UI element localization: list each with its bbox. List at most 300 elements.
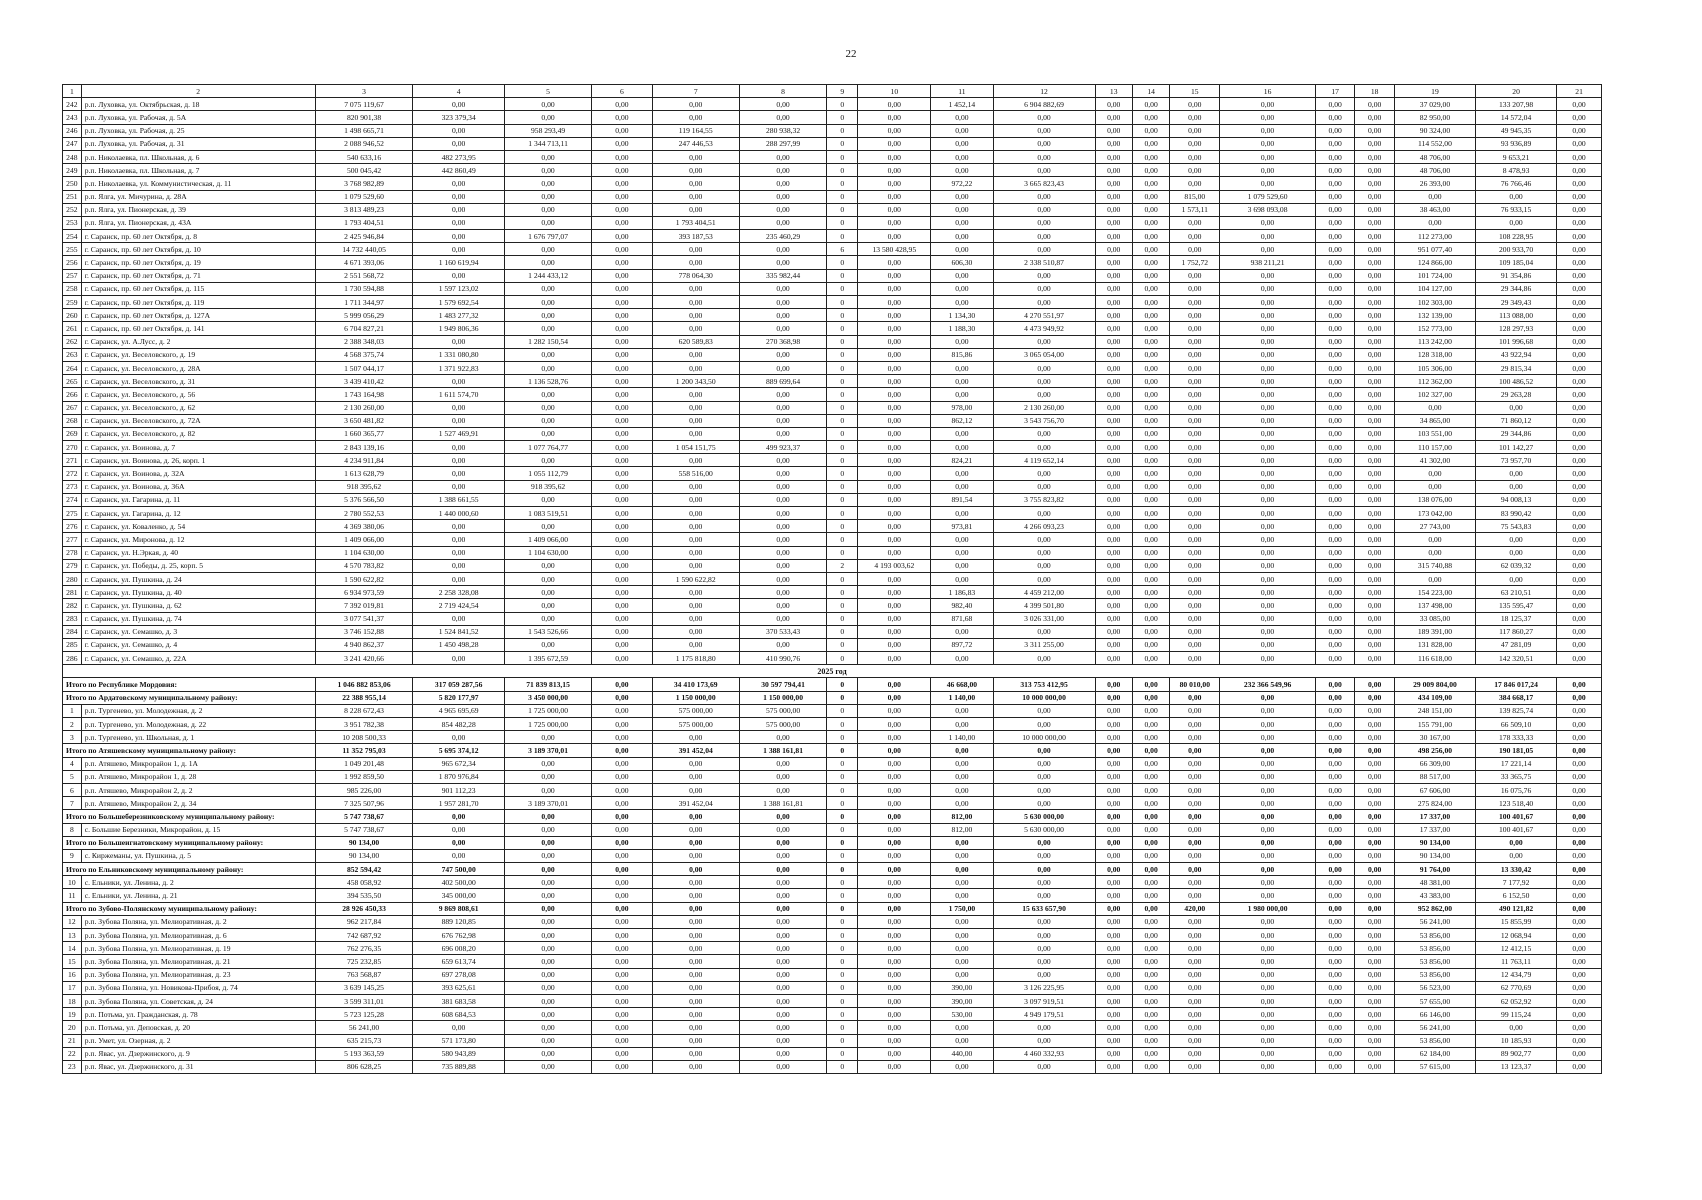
value-cell: 14 732 440,05 (315, 243, 413, 256)
total-value-cell: 0,00 (1315, 678, 1355, 691)
value-cell: 0,00 (1095, 572, 1132, 585)
value-cell: 0,00 (993, 955, 1095, 968)
value-cell: 0,00 (1355, 493, 1395, 506)
value-cell: 2 551 568,72 (315, 269, 413, 282)
total-value-cell: 747 500,00 (413, 863, 505, 876)
value-cell: 0,00 (592, 599, 652, 612)
value-cell: 0,00 (1170, 493, 1220, 506)
value-cell: 0,00 (652, 1047, 739, 1060)
total-value-cell: 11 352 795,03 (315, 744, 413, 757)
value-cell: 0,00 (993, 942, 1095, 955)
total-value-cell: 0 (827, 810, 858, 823)
value-cell: 0,00 (1355, 269, 1395, 282)
value-cell: 0,00 (1132, 1060, 1169, 1073)
column-header-13: 13 (1095, 85, 1132, 98)
value-cell: 246 (63, 124, 82, 137)
value-cell: 0,00 (1095, 599, 1132, 612)
total-value-cell: 0,00 (504, 863, 591, 876)
value-cell: 0,00 (1132, 849, 1169, 862)
value-cell: 7 392 019,81 (315, 599, 413, 612)
value-cell: 89 902,77 (1476, 1047, 1557, 1060)
value-cell: 0,00 (652, 296, 739, 309)
value-cell: 0,00 (1220, 757, 1316, 770)
table-row (63, 718, 1602, 731)
address-cell: р.п. Зубова Поляна, ул. Новикова-Прибоя, д. 74 (81, 981, 315, 994)
value-cell: 53 856,00 (1394, 1034, 1475, 1047)
value-cell: 0,00 (1355, 1021, 1395, 1034)
value-cell: 1 543 526,66 (504, 625, 591, 638)
value-cell: 0,00 (1476, 467, 1557, 480)
table-row (63, 216, 1602, 229)
value-cell: 0,00 (739, 164, 826, 177)
value-cell: 889 699,64 (739, 375, 826, 388)
value-cell: 0,00 (1355, 546, 1395, 559)
value-cell: 0,00 (1557, 638, 1602, 651)
value-cell: 0,00 (858, 929, 931, 942)
value-cell: 56 241,00 (315, 1021, 413, 1034)
value-cell: 0,00 (739, 256, 826, 269)
value-cell: 0,00 (1095, 612, 1132, 625)
value-cell: 0,00 (1557, 823, 1602, 836)
value-cell: 0,00 (1095, 718, 1132, 731)
value-cell: 985 226,00 (315, 783, 413, 796)
value-cell: 0,00 (592, 230, 652, 243)
value-cell: 0,00 (504, 177, 591, 190)
table-row (63, 467, 1602, 480)
value-cell: 248 151,00 (1394, 704, 1475, 717)
value-cell: 335 982,44 (739, 269, 826, 282)
value-cell: 0,00 (1095, 915, 1132, 928)
value-cell: 0,00 (1170, 296, 1220, 309)
value-cell: 0,00 (858, 533, 931, 546)
value-cell: 6 934 973,59 (315, 586, 413, 599)
value-cell: 0,00 (993, 375, 1095, 388)
address-cell: р.п. Тургенево, ул. Школьная, д. 1 (81, 731, 315, 744)
table-row (63, 322, 1602, 335)
value-cell: 0,00 (739, 572, 826, 585)
value-cell: 11 763,11 (1476, 955, 1557, 968)
value-cell: 0,00 (1557, 520, 1602, 533)
value-cell: 0,00 (1557, 243, 1602, 256)
value-cell: 270 368,98 (739, 335, 826, 348)
value-cell: 249 (63, 164, 82, 177)
value-cell: 8 (63, 823, 82, 836)
value-cell: 0,00 (931, 652, 993, 665)
value-cell: 0,00 (592, 823, 652, 836)
value-cell: 0,00 (1132, 533, 1169, 546)
value-cell: 0,00 (504, 849, 591, 862)
value-cell: 154 223,00 (1394, 586, 1475, 599)
value-cell: 53 856,00 (1394, 955, 1475, 968)
value-cell: 0,00 (858, 572, 931, 585)
value-cell: 0,00 (652, 177, 739, 190)
value-cell: 0,00 (504, 309, 591, 322)
total-value-cell: 3 189 370,01 (504, 744, 591, 757)
value-cell: 243 (63, 111, 82, 124)
value-cell: 0,00 (592, 783, 652, 796)
value-cell: 268 (63, 414, 82, 427)
value-cell: 0,00 (739, 361, 826, 374)
value-cell: 0,00 (1557, 968, 1602, 981)
value-cell: 105 306,00 (1394, 361, 1475, 374)
value-cell: 0,00 (592, 124, 652, 137)
address-cell: г. Саранск, ул. Воинова, д. 26, корп. 1 (81, 454, 315, 467)
value-cell: 0,00 (1132, 572, 1169, 585)
value-cell: 0,00 (1557, 955, 1602, 968)
total-value-cell: 0,00 (1132, 691, 1169, 704)
value-cell: 3 026 331,00 (993, 612, 1095, 625)
value-cell: 0,00 (931, 915, 993, 928)
value-cell: 4 940 862,37 (315, 638, 413, 651)
value-cell: 0,00 (1095, 335, 1132, 348)
value-cell: 0,00 (1220, 216, 1316, 229)
column-header-11: 11 (931, 85, 993, 98)
value-cell: 0 (827, 414, 858, 427)
value-cell: 0,00 (1132, 216, 1169, 229)
total-value-cell: 0,00 (858, 678, 931, 691)
table-row (63, 994, 1602, 1007)
value-cell: 0,00 (858, 216, 931, 229)
address-cell: г. Саранск, ул. Веселовского, д. 31 (81, 375, 315, 388)
value-cell: 0,00 (1220, 164, 1316, 177)
value-cell: 4 119 652,14 (993, 454, 1095, 467)
value-cell: 0,00 (1132, 797, 1169, 810)
value-cell: 0,00 (1220, 942, 1316, 955)
value-cell: 104 127,00 (1394, 282, 1475, 295)
address-cell: р.п. Николаевка, пл. Школьная, д. 7 (81, 164, 315, 177)
total-value-cell: 0,00 (1095, 836, 1132, 849)
value-cell: 0,00 (1557, 1008, 1602, 1021)
value-cell: 27 743,00 (1394, 520, 1475, 533)
value-cell: 139 825,74 (1476, 704, 1557, 717)
value-cell: 110 157,00 (1394, 441, 1475, 454)
value-cell: 0,00 (1315, 269, 1355, 282)
value-cell: 0 (827, 586, 858, 599)
value-cell: 0,00 (592, 282, 652, 295)
value-cell: 137 498,00 (1394, 599, 1475, 612)
value-cell: 0,00 (504, 150, 591, 163)
value-cell: 0,00 (1315, 230, 1355, 243)
table-row (63, 1060, 1602, 1073)
value-cell: 0,00 (858, 480, 931, 493)
value-cell: 0 (827, 823, 858, 836)
value-cell: 0,00 (1476, 849, 1557, 862)
value-cell: 0,00 (1220, 1060, 1316, 1073)
value-cell: 0,00 (592, 190, 652, 203)
value-cell: 0,00 (931, 1060, 993, 1073)
value-cell: 0,00 (1220, 427, 1316, 440)
value-cell: 113 088,00 (1476, 309, 1557, 322)
value-cell: 0 (827, 968, 858, 981)
address-cell: г. Саранск, ул. Победы, д. 25, корп. 5 (81, 559, 315, 572)
value-cell: 0,00 (993, 783, 1095, 796)
value-cell: 0,00 (1355, 164, 1395, 177)
total-value-cell: 0,00 (1132, 836, 1169, 849)
value-cell: 0,00 (652, 256, 739, 269)
value-cell: 0,00 (592, 942, 652, 955)
value-cell: 235 460,29 (739, 230, 826, 243)
value-cell: 1 371 922,83 (413, 361, 505, 374)
column-header-12: 12 (993, 85, 1095, 98)
total-label: Итого по Большеберезниковскому муниципальному району: (63, 810, 316, 823)
value-cell: 0,00 (652, 322, 739, 335)
value-cell: 0,00 (652, 731, 739, 744)
value-cell: 0,00 (1220, 375, 1316, 388)
value-cell: 0,00 (1355, 586, 1395, 599)
value-cell: 0,00 (993, 361, 1095, 374)
value-cell: 102 327,00 (1394, 388, 1475, 401)
value-cell: 263 (63, 348, 82, 361)
address-cell: г. Саранск, пр. 60 лет Октября, д. 141 (81, 322, 315, 335)
value-cell: 0,00 (1220, 269, 1316, 282)
value-cell: 0,00 (739, 348, 826, 361)
value-cell: 0,00 (504, 1034, 591, 1047)
value-cell: 5 193 363,59 (315, 1047, 413, 1060)
value-cell: 0,00 (592, 507, 652, 520)
value-cell: 0,00 (858, 335, 931, 348)
value-cell: 0 (827, 652, 858, 665)
value-cell: 116 618,00 (1394, 652, 1475, 665)
value-cell: 0,00 (1355, 388, 1395, 401)
value-cell: 0,00 (1170, 335, 1220, 348)
value-cell: 0,00 (1315, 348, 1355, 361)
value-cell: 0,00 (739, 190, 826, 203)
value-cell: 0,00 (504, 1021, 591, 1034)
value-cell: 0,00 (652, 309, 739, 322)
value-cell: 0,00 (1220, 929, 1316, 942)
value-cell: 0 (827, 994, 858, 1007)
value-cell: 0,00 (1095, 98, 1132, 111)
total-value-cell: 0 (827, 863, 858, 876)
value-cell: 0,00 (592, 704, 652, 717)
value-cell: 0,00 (1170, 124, 1220, 137)
value-cell: 0,00 (1170, 625, 1220, 638)
value-cell: 0,00 (652, 994, 739, 1007)
table-row (63, 401, 1602, 414)
value-cell: 12 068,94 (1476, 929, 1557, 942)
value-cell: 0,00 (739, 1021, 826, 1034)
value-cell: 0,00 (1095, 731, 1132, 744)
value-cell: 0,00 (739, 98, 826, 111)
value-cell: 0,00 (504, 1047, 591, 1060)
value-cell: 0,00 (592, 111, 652, 124)
value-cell: 0,00 (739, 849, 826, 862)
value-cell: 0,00 (993, 797, 1095, 810)
value-cell: 5 (63, 770, 82, 783)
document-table-container (62, 84, 1602, 1074)
value-cell: 0,00 (1557, 783, 1602, 796)
value-cell: 0,00 (1132, 230, 1169, 243)
value-cell: 0,00 (1170, 414, 1220, 427)
column-header-10: 10 (858, 85, 931, 98)
value-cell: 4 (63, 757, 82, 770)
value-cell: 0,00 (592, 454, 652, 467)
address-cell: г. Саранск, ул. Воинова, д. 32А (81, 467, 315, 480)
total-value-cell: 15 633 657,90 (993, 902, 1095, 915)
value-cell: 0 (827, 1034, 858, 1047)
value-cell: 0,00 (1315, 968, 1355, 981)
total-value-cell: 22 388 955,14 (315, 691, 413, 704)
total-value-cell: 0,00 (858, 691, 931, 704)
value-cell: 0,00 (858, 296, 931, 309)
value-cell: 0,00 (1355, 427, 1395, 440)
value-cell: 0,00 (1220, 981, 1316, 994)
value-cell: 1 054 151,75 (652, 441, 739, 454)
value-cell: 0,00 (592, 322, 652, 335)
address-cell: г. Саранск, ул. Веселовского, д. 56 (81, 388, 315, 401)
value-cell: 0,00 (504, 968, 591, 981)
value-cell: 499 923,37 (739, 441, 826, 454)
value-cell: 938 211,21 (1220, 256, 1316, 269)
value-cell: 4 399 501,80 (993, 599, 1095, 612)
value-cell: 1 793 404,51 (315, 216, 413, 229)
value-cell: 1 409 066,00 (504, 533, 591, 546)
value-cell: 63 210,51 (1476, 586, 1557, 599)
value-cell: 0,00 (858, 1034, 931, 1047)
value-cell: 0,00 (1170, 111, 1220, 124)
value-cell: 0,00 (652, 849, 739, 862)
value-cell: 3 189 370,01 (504, 797, 591, 810)
total-row (63, 678, 1602, 691)
value-cell: 133 207,98 (1476, 98, 1557, 111)
value-cell: 4 193 003,62 (858, 559, 931, 572)
value-cell: 0,00 (1557, 625, 1602, 638)
value-cell: 0,00 (1220, 968, 1316, 981)
value-cell: 0,00 (652, 1034, 739, 1047)
value-cell: 262 (63, 335, 82, 348)
value-cell: 0,00 (1220, 348, 1316, 361)
value-cell: 0,00 (1557, 572, 1602, 585)
value-cell: 0,00 (1355, 111, 1395, 124)
value-cell: 978,00 (931, 401, 993, 414)
value-cell: 0 (827, 256, 858, 269)
value-cell: 0,00 (1315, 111, 1355, 124)
value-cell: 0,00 (1220, 955, 1316, 968)
value-cell: 53 856,00 (1394, 968, 1475, 981)
value-cell: 0,00 (1220, 770, 1316, 783)
value-cell: 0,00 (858, 401, 931, 414)
value-cell: 0,00 (1355, 770, 1395, 783)
value-cell: 0,00 (1315, 243, 1355, 256)
value-cell: 0,00 (1315, 414, 1355, 427)
value-cell: 0,00 (1557, 427, 1602, 440)
value-cell: 0,00 (1095, 388, 1132, 401)
value-cell: 0,00 (1355, 783, 1395, 796)
value-cell: 0,00 (739, 177, 826, 190)
value-cell: 0,00 (993, 388, 1095, 401)
address-cell: г. Саранск, ул. Миронова, д. 12 (81, 533, 315, 546)
value-cell: 0,00 (1170, 375, 1220, 388)
table-row (63, 203, 1602, 216)
value-cell: 0 (827, 929, 858, 942)
value-cell: 0,00 (1557, 718, 1602, 731)
value-cell: 0,00 (1315, 427, 1355, 440)
value-cell: 0,00 (1315, 559, 1355, 572)
value-cell: 0,00 (931, 797, 993, 810)
value-cell: 0 (827, 638, 858, 651)
value-cell: 108 228,95 (1476, 230, 1557, 243)
value-cell: 0,00 (1220, 1021, 1316, 1034)
value-cell: 0,00 (1355, 797, 1395, 810)
value-cell: 0 (827, 625, 858, 638)
value-cell: 0,00 (931, 388, 993, 401)
value-cell: 0,00 (592, 164, 652, 177)
value-cell: 0,00 (1132, 203, 1169, 216)
value-cell: 0,00 (858, 467, 931, 480)
value-cell: 1 676 797,07 (504, 230, 591, 243)
value-cell: 0,00 (1132, 296, 1169, 309)
value-cell: 0,00 (1315, 625, 1355, 638)
value-cell: 0,00 (931, 783, 993, 796)
value-cell: 0,00 (1220, 823, 1316, 836)
value-cell: 0,00 (652, 388, 739, 401)
value-cell: 1 613 628,79 (315, 467, 413, 480)
value-cell: 0,00 (592, 269, 652, 282)
value-cell: 0,00 (858, 889, 931, 902)
value-cell: 0,00 (1170, 1008, 1220, 1021)
table-row (63, 915, 1602, 928)
value-cell: 2 130 260,00 (993, 401, 1095, 414)
value-cell: 0,00 (1355, 731, 1395, 744)
value-cell: 1 992 859,50 (315, 770, 413, 783)
value-cell: 0,00 (504, 783, 591, 796)
value-cell: 0,00 (858, 599, 931, 612)
value-cell: 0,00 (1220, 599, 1316, 612)
value-cell: 0,00 (1355, 652, 1395, 665)
value-cell: 0,00 (1170, 137, 1220, 150)
value-cell: 0,00 (1095, 361, 1132, 374)
value-cell: 114 552,00 (1394, 137, 1475, 150)
value-cell: 1 440 000,60 (413, 507, 505, 520)
value-cell: 0,00 (1220, 731, 1316, 744)
value-cell: 0,00 (1557, 361, 1602, 374)
value-cell: 0,00 (993, 718, 1095, 731)
value-cell: 0,00 (858, 981, 931, 994)
value-cell: 0,00 (1220, 625, 1316, 638)
value-cell: 0,00 (1394, 216, 1475, 229)
value-cell: 0,00 (652, 493, 739, 506)
value-cell: 0,00 (1220, 441, 1316, 454)
value-cell: 30 167,00 (1394, 731, 1475, 744)
value-cell: 0,00 (1557, 652, 1602, 665)
total-value-cell: 0,00 (592, 902, 652, 915)
value-cell: 0,00 (652, 1021, 739, 1034)
value-cell: 14 (63, 942, 82, 955)
value-cell: 0,00 (1220, 124, 1316, 137)
value-cell: 2 425 946,84 (315, 230, 413, 243)
total-row (63, 744, 1602, 757)
value-cell: 2 388 348,03 (315, 335, 413, 348)
value-cell: 0,00 (1170, 823, 1220, 836)
value-cell: 696 008,20 (413, 942, 505, 955)
value-cell: 0,00 (592, 441, 652, 454)
value-cell: 0,00 (1170, 401, 1220, 414)
value-cell: 0,00 (1170, 269, 1220, 282)
value-cell: 0 (827, 230, 858, 243)
value-cell: 0,00 (993, 282, 1095, 295)
value-cell: 0,00 (1557, 849, 1602, 862)
value-cell: 0,00 (1355, 177, 1395, 190)
value-cell: 0,00 (1170, 929, 1220, 942)
address-cell: с. Ельники, ул. Ленина, д. 2 (81, 876, 315, 889)
table-row (63, 638, 1602, 651)
value-cell: 0,00 (1315, 1060, 1355, 1073)
total-value-cell: 0,00 (739, 863, 826, 876)
value-cell: 62 184,00 (1394, 1047, 1475, 1060)
value-cell: 0,00 (1557, 137, 1602, 150)
value-cell: 0,00 (1315, 137, 1355, 150)
value-cell: 0,00 (993, 652, 1095, 665)
